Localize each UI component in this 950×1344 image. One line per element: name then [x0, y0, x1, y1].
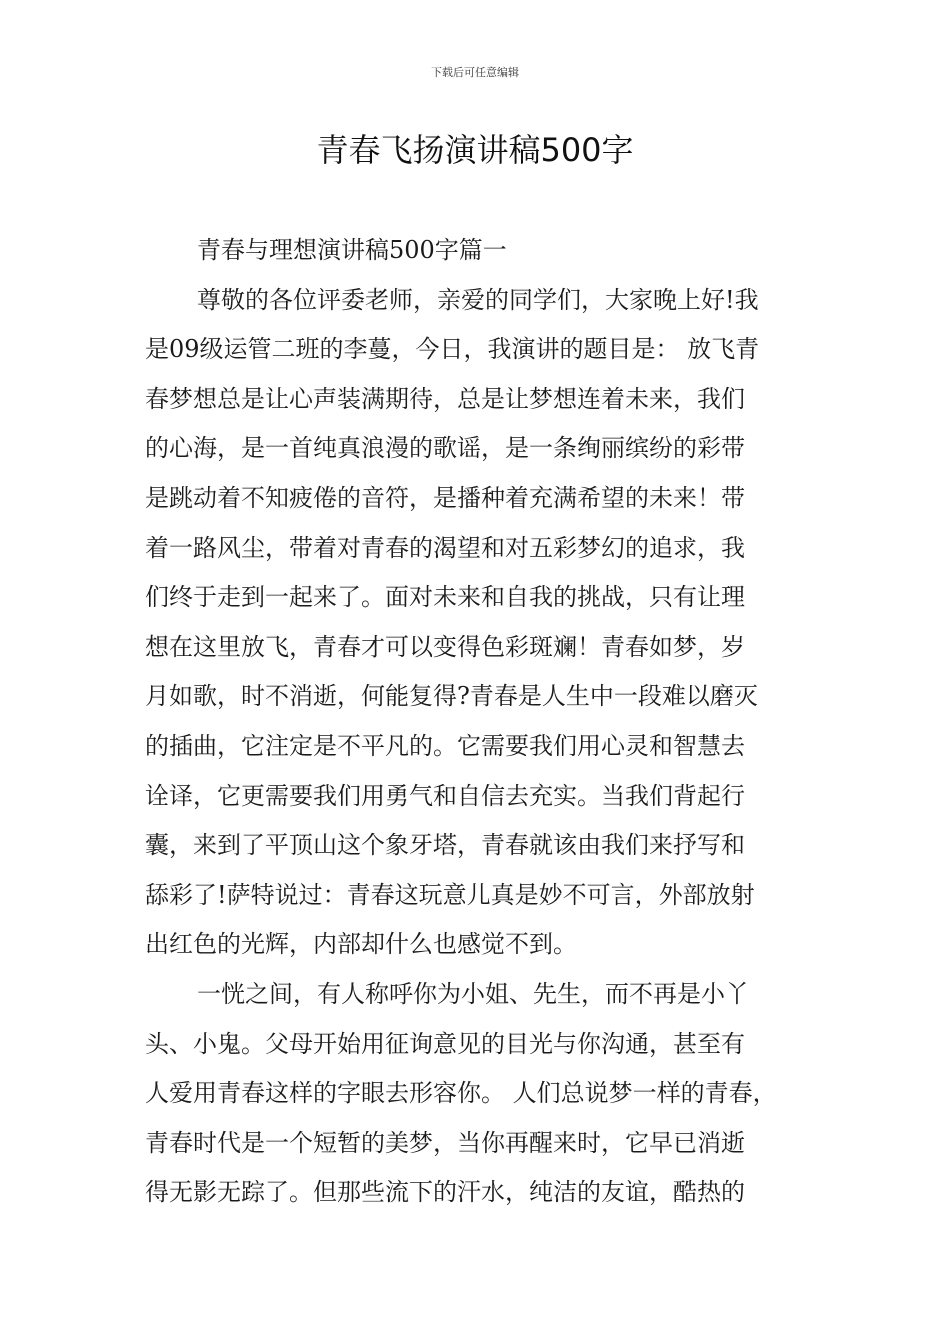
- paragraph-line: 春梦想总是让心声装满期待，总是让梦想连着未来，我们: [145, 384, 745, 413]
- paragraph-line: 想在这里放飞，青春才可以变得色彩斑斓！青春如梦，岁: [145, 632, 745, 661]
- paragraph-line: 囊，来到了平顶山这个象牙塔，青春就该由我们来抒写和: [145, 831, 745, 860]
- paragraph-line: 月如歌，时不消逝，何能复得?青春是人生中一段难以磨灭: [145, 682, 758, 711]
- page-header-note: 下载后可任意编辑: [431, 66, 519, 79]
- paragraph-line: 舔彩了!萨特说过：青春这玩意儿真是妙不可言，外部放射: [145, 880, 755, 909]
- paragraph-line: 得无影无踪了。但那些流下的汗水，纯洁的友谊，酷热的: [145, 1178, 745, 1207]
- paragraph-line: 的插曲，它注定是不平凡的。它需要我们用心灵和智慧去: [145, 731, 745, 760]
- paragraph-line: 是跳动着不知疲倦的音符，是播种着充满希望的未来！带: [145, 483, 745, 512]
- paragraph-line: 们终于走到一起来了。面对未来和自我的挑战，只有让理: [145, 583, 745, 612]
- paragraph-line: 头、小鬼。父母开始用征询意见的目光与你沟通，甚至有: [145, 1029, 745, 1058]
- paragraph-line: 尊敬的各位评委老师，亲爱的同学们，大家晚上好!我: [197, 285, 759, 314]
- paragraph-line: 的心海，是一首纯真浪漫的歌谣，是一条绚丽缤纷的彩带: [145, 434, 745, 463]
- paragraph-line: 青春时代是一个短暂的美梦，当你再醒来时，它早已消逝: [145, 1128, 745, 1157]
- paragraph-line: 诠译，它更需要我们用勇气和自信去充实。当我们背起行: [145, 781, 745, 810]
- paragraph-line: 着一路风尘，带着对青春的渴望和对五彩梦幻的追求，我: [145, 533, 745, 562]
- paragraph-line: 一恍之间，有人称呼你为小姐、先生，而不再是小丫: [197, 979, 749, 1008]
- document-title: 青春飞扬演讲稿500字: [316, 131, 634, 169]
- section-heading: 青春与理想演讲稿500字篇一: [197, 236, 507, 264]
- paragraph-line: 人爱用青春这样的字眼去形容你。 人们总说梦一样的青春，: [145, 1079, 777, 1108]
- paragraph-line: 出红色的光辉，内部却什么也感觉不到。: [145, 930, 577, 959]
- document-body: [145, 226, 815, 1218]
- paragraph-line: 是09级运管二班的李蔓，今日，我演讲的题目是： 放飞青: [145, 335, 760, 364]
